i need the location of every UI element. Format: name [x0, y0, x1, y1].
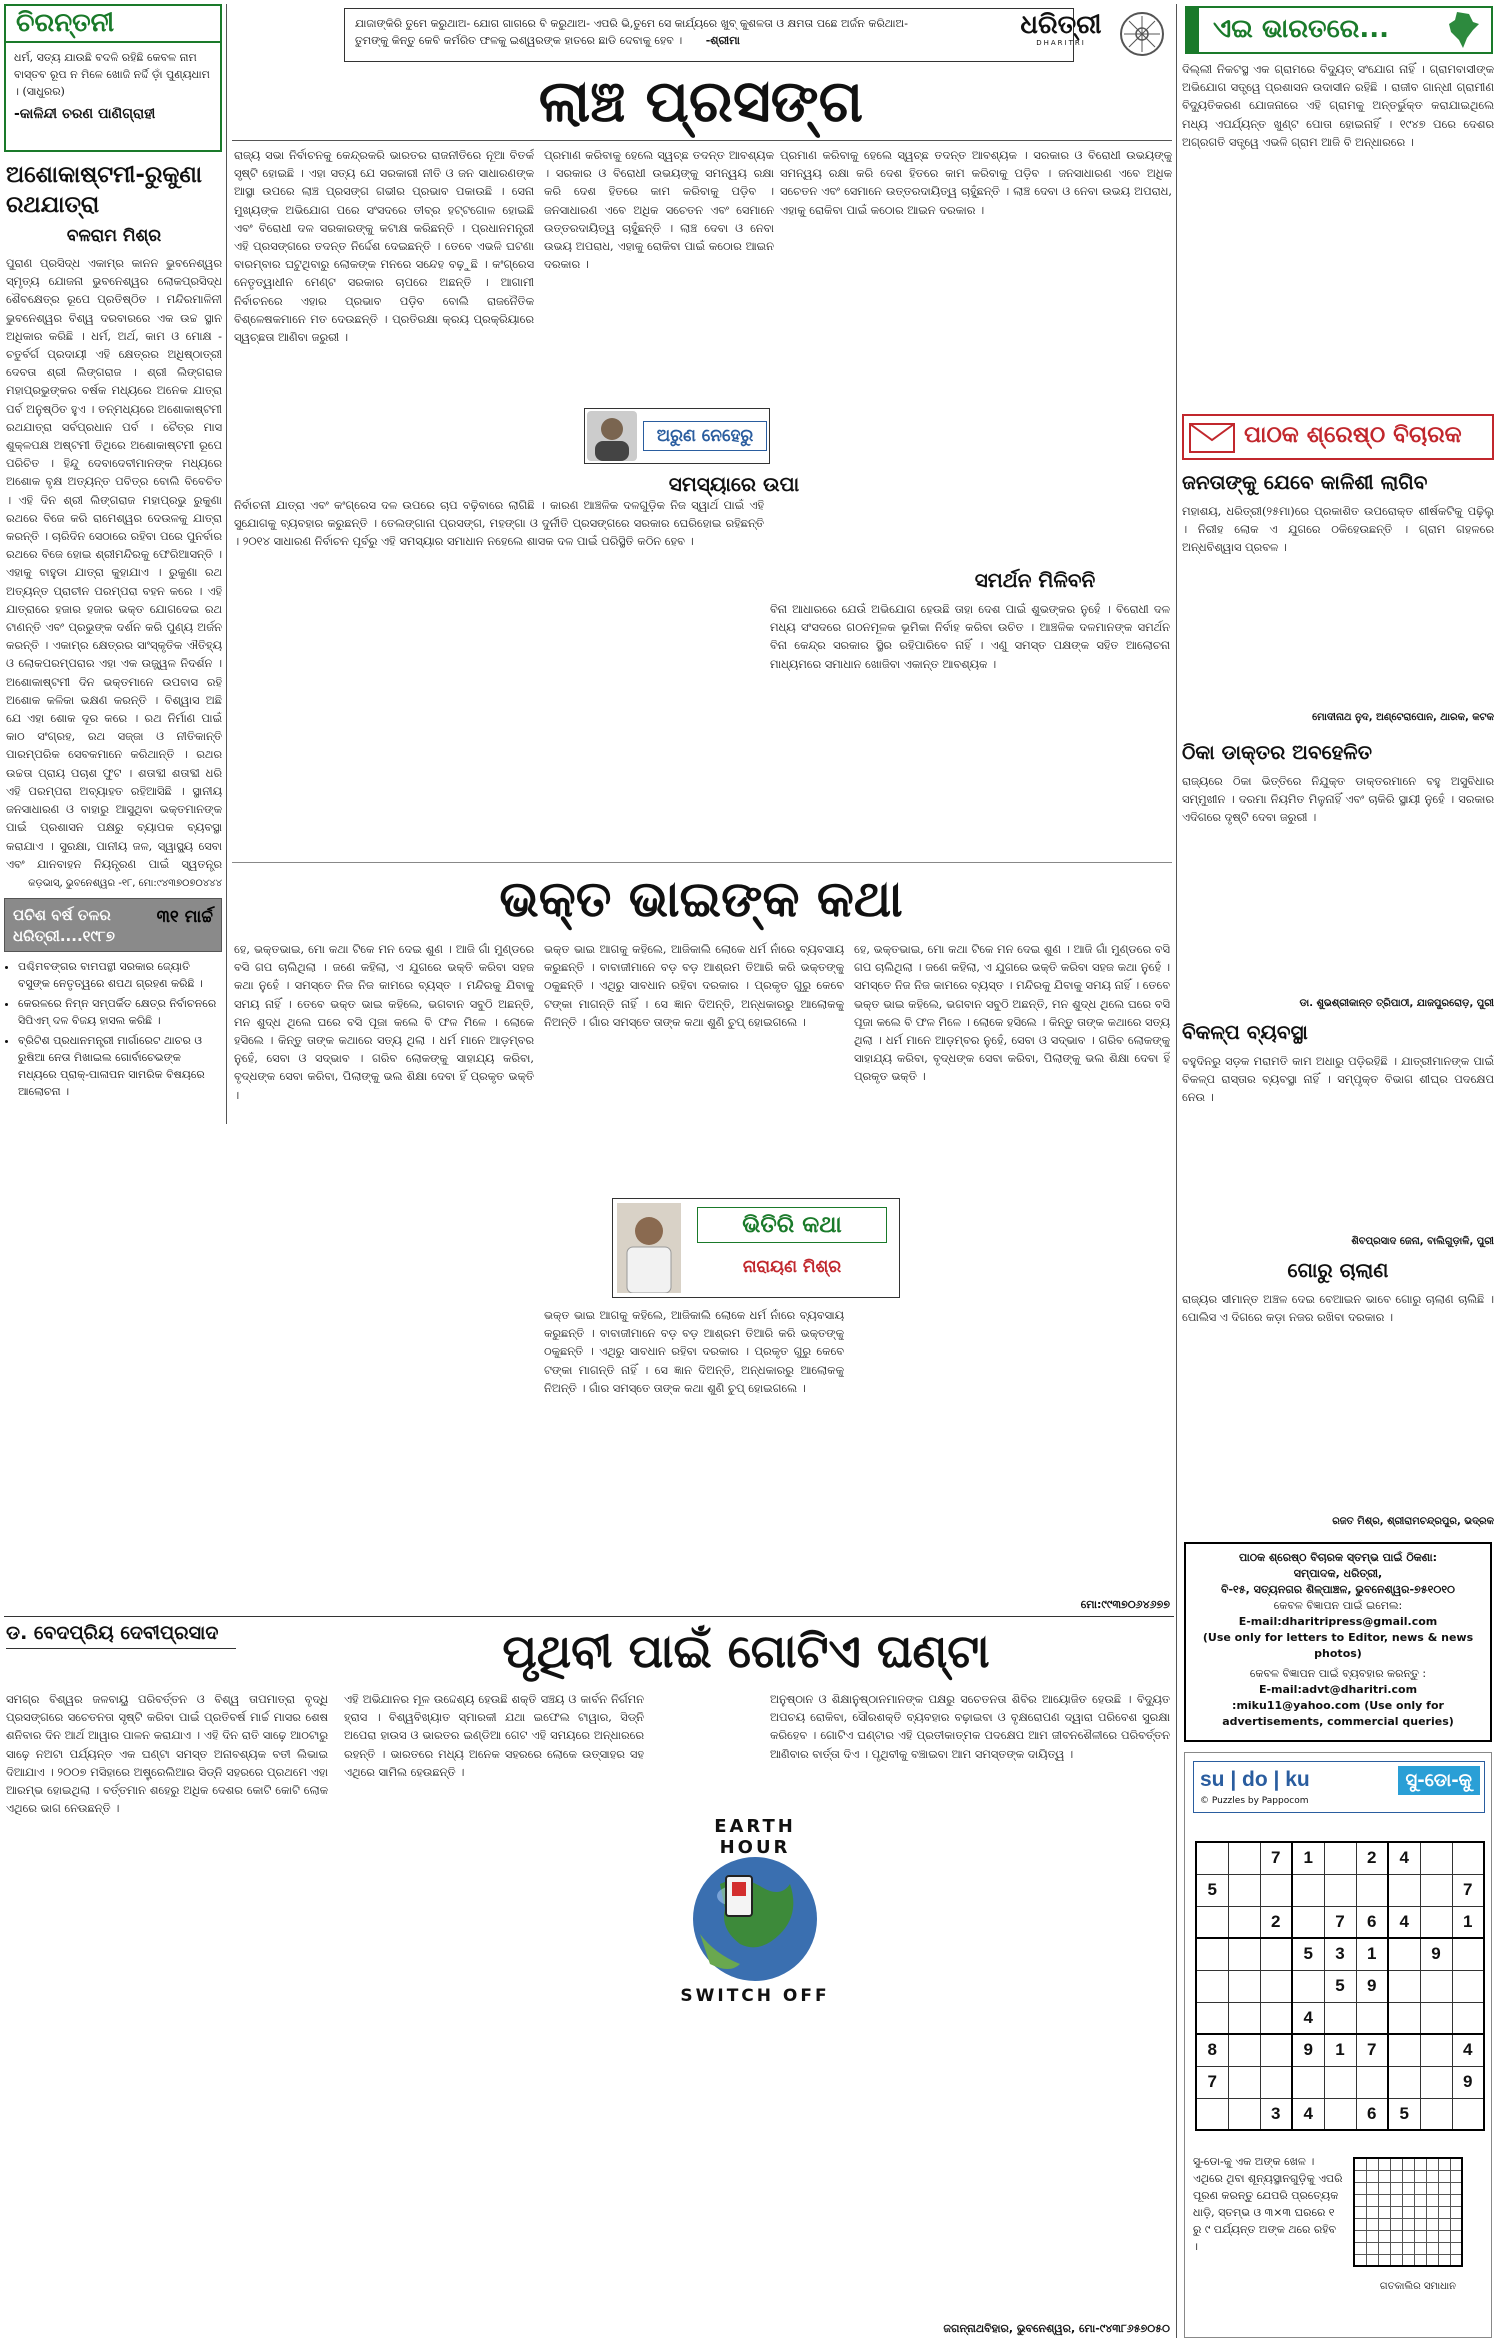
top-quote-box: [344, 8, 1074, 62]
letter2-body: ରାଜ୍ୟରେ ଠିକା ଭିତ୍ତିରେ ନିଯୁକ୍ତ ଡାକ୍ତରମାନେ ବହୁ ଅସୁବିଧାର ସମ୍ମୁଖୀନ । ଦରମା ନିୟମିତ ମିଳୁନାହିଁ ଏବଂ ଚାକିରି ସ୍ଥାୟୀ ନୁହେଁ । ସରକାର ଏଦିଗରେ ଦୃଷ୍ଟି ଦେବା ଜରୁରୀ ।: [1182, 774, 1494, 825]
sudoku-cell[interactable]: [1324, 2066, 1356, 2098]
mini-cell: [1390, 2170, 1402, 2182]
mini-cell: [1354, 2242, 1366, 2254]
mini-cell: [1438, 2194, 1450, 2206]
mini-cell: [1402, 2182, 1414, 2194]
bhitiri-title: ଭିତିରି କଥା: [697, 1207, 887, 1243]
sudoku-cell: 3: [1324, 1938, 1356, 1970]
sudoku-cell: 1: [1324, 2034, 1356, 2066]
paper-name-sub: DHARITRI: [1036, 39, 1086, 47]
email-advt[interactable]: E-mail:advt@dharitri.com: [1258, 1683, 1418, 1696]
mini-cell: [1414, 2182, 1426, 2194]
mini-cell: [1402, 2230, 1414, 2242]
mini-cell: [1450, 2242, 1462, 2254]
sudoku-cell[interactable]: [1260, 2066, 1292, 2098]
mini-cell: [1426, 2194, 1438, 2206]
paper-logo: [1008, 10, 1114, 60]
letter3-body: ବହୁଦିନରୁ ସଡ଼କ ମରାମତି କାମ ଅଧାରୁ ପଡ଼ିରହିଛି । ଯାତ୍ରୀମାନଙ୍କ ପାଇଁ ବିକଳ୍ପ ରାସ୍ତାର ବ୍ୟବସ୍ଥା ନାହିଁ । ସମ୍ପୃକ୍ତ ବିଭାଗ ଶୀଘ୍ର ପଦକ୍ଷେପ ନେଉ ।: [1182, 1054, 1494, 1105]
mini-cell: [1390, 2206, 1402, 2218]
mini-cell: [1438, 2158, 1450, 2170]
sudoku-cell[interactable]: [1228, 1874, 1260, 1906]
anniv-date: ୩୧ ମାର୍ଚ୍ଚ: [156, 907, 213, 927]
chintanani-quote: ଧର୍ମ, ସତ୍ୟ ଯାଉଛି ବଦଳି ରହିଛି କେବଳ ନାମ ବାସ୍ତବ ରୂପ ନ ମିଳେ ଖୋଜି ନର୍ଦ୍ଦି ଡ଼ାଁ ପୁଣ୍ୟଧାମ । (ସାଧୁରର): [14, 51, 210, 98]
letter2-title: ଠିକା ଡାକ୍ତର ଅବହେଳିତ: [1182, 740, 1372, 764]
anniversary-bullets: [4, 958, 222, 1103]
sudoku-cell: 5: [1292, 1938, 1324, 1970]
chakra-icon: [1120, 12, 1164, 56]
mini-row: [1354, 2194, 1462, 2206]
letter1-sign: ମୋଦୀନାଥ ନୁଦ, ଅଣ୍ଟେରାପୋନ, ଥାରକ, କଟକ: [1312, 712, 1494, 723]
sudoku-cell: 8: [1196, 2034, 1228, 2066]
email-editor[interactable]: E-mail:dharitripress@gmail.com: [1238, 1615, 1438, 1628]
bhakta-headline: ଭକ୍ତ ଭାଇଙ୍କ କଥା: [499, 870, 903, 928]
lanch-body-a: ରାଜ୍ୟ ସଭା ନିର୍ବାଚନକୁ କେନ୍ଦ୍ରକରି ଭାରତର ରାଜନୀତିରେ ନୂଆ ବିତର୍କ ସୃଷ୍ଟି ହୋଇଛି । ଏହା ସତ୍ୟ ଯେ ସରକାରୀ ନୀତି ଓ ଜନ ସାଧାରଣଙ୍କ ଆସ୍ଥା ଉପରେ ଲାଞ୍ଚ ପ୍ରସଙ୍ଗ ଗଭୀର ପ୍ରଭାବ ପକାଉଛି । ସେନା ମୁଖ୍ୟଙ୍କ ଅଭିଯୋଗ ପରେ ସଂସଦରେ ତୀବ୍ର ହଟ୍ଟଗୋଳ ହୋଇଛି ଏବଂ ବିରୋଧୀ ଦଳ ସରକାରଙ୍କୁ କଟାକ୍ଷ କରିଛନ୍ତି । ପ୍ରଧାନମନ୍ତ୍ରୀ ଏହି ପ୍ରସଙ୍ଗରେ ତଦନ୍ତ ନିର୍ଦ୍ଦେଶ ଦେଇଛନ୍ତି । ତେବେ ଏଭଳି ଘଟଣା ବାରମ୍ବାର ଘଟୁଥିବାରୁ ଲୋକଙ୍କ ମନରେ ସନ୍ଦେହ ବଢ଼ୁଛି । କଂଗ୍ରେସ ନେତୃତ୍ୱାଧୀନ ମେଣ୍ଟ ସରକାର ଚାପରେ ଅଛନ୍ତି । ଆଗାମୀ ନିର୍ବାଚନରେ ଏହାର ପ୍ରଭାବ ପଡ଼ିବ ବୋଲି ରାଜନୈତିକ ବିଶ୍ଳେଷକମାନେ ମତ ଦେଉଛନ୍ତି । ପ୍ରତିରକ୍ଷା କ୍ରୟ ପ୍ରକ୍ରିୟାରେ ସ୍ୱଚ୍ଛତା ଆଣିବା ଜରୁରୀ ।: [234, 148, 534, 345]
bhakta-footer: ମୋ:୯୯୩୭୦୬୪୬୭୭: [1080, 1598, 1170, 1611]
chintanani-box: [4, 4, 222, 152]
sudoku-cell[interactable]: [1196, 1938, 1228, 1970]
mini-cell: [1378, 2170, 1390, 2182]
sudoku-cell[interactable]: [1452, 2002, 1484, 2034]
lanch-body-d: ନିର୍ବାଚନୀ ଯାତ୍ରା ଏବଂ କଂଗ୍ରେସ ଦଳ ଉପରେ ଚାପ ବଢ଼ିବାରେ ଲାଗିଛି । କାରଣ ଆଞ୍ଚଳିକ ଦଳଗୁଡ଼ିକ ନିଜ ସ୍ୱାର୍ଥ ପାଇଁ ଏହି ସୁଯୋଗକୁ ବ୍ୟବହାର କରୁଛନ୍ତି । ତେଲଙ୍ଗାନା ପ୍ରସଙ୍ଗ, ମହଙ୍ଗା ଓ ଦୁର୍ନୀତି ପ୍ରସଙ୍ଗରେ ସରକାର ଘେରିହୋଇ ରହିଛନ୍ତି । ୨୦୧୪ ସାଧାରଣ ନିର୍ବାଚନ ପୂର୍ବରୁ ଏହି ସମସ୍ୟାର ସମାଧାନ ନହେଲେ ଶାସକ ଦଳ ପାଇଁ ପରିସ୍ଥିତି କଠିନ ହେବ ।: [234, 498, 764, 549]
bhakta-body-a: ହେ, ଭକ୍ତଭାଇ, ମୋ କଥା ଟିକେ ମନ ଦେଇ ଶୁଣ । ଆଜି ଗାଁ ମୁଣ୍ଡରେ ବସି ଗପ ଚାଲିଥିଲା । ଜଣେ କହିଲା, ଏ ଯୁଗରେ ଭକ୍ତି କରିବା ସହଜ କଥା ନୁହେଁ । ସମସ୍ତେ ନିଜ ନିଜ କାମରେ ବ୍ୟସ୍ତ । ମନ୍ଦିରକୁ ଯିବାକୁ ସମୟ ନାହିଁ । ତେବେ ଭକ୍ତ ଭାଇ କହିଲେ, ଭଗବାନ ସବୁଠି ଅଛନ୍ତି, ମନ ଶୁଦ୍ଧ ଥିଲେ ଘରେ ବସି ପୂଜା କଲେ ବି ଫଳ ମିଳେ । ଲୋକେ ହସିଲେ । କିନ୍ତୁ ତାଙ୍କ କଥାରେ ସତ୍ୟ ଥିଲା । ଧର୍ମ ମାନେ ଆଡ଼ମ୍ବର ନୁହେଁ, ସେବା ଓ ସଦ୍ଭାବ । ଗରିବ ଲୋକଙ୍କୁ ସାହାଯ୍ୟ କରିବା, ବୃଦ୍ଧଙ୍କ ସେବା କରିବା, ପିଲାଙ୍କୁ ଭଲ ଶିକ୍ଷା ଦେବା ହିଁ ପ୍ରକୃତ ଭକ୍ତି ।: [234, 942, 534, 1102]
address-line2: ବି-୧୫, ସତ୍ୟନଗର ଶିଳ୍ପାଞ୍ଚଳ, ଭୁବନେଶ୍ୱର-୭୫୧୦୧୦: [1220, 1583, 1456, 1596]
mini-row: [1354, 2182, 1462, 2194]
earth-hour-graphic: [640, 1804, 870, 2014]
sudoku-cell[interactable]: [1388, 2002, 1420, 2034]
mini-cell: [1426, 2254, 1438, 2266]
sudoku-cell: 4: [1388, 1906, 1420, 1938]
sudoku-cell[interactable]: [1292, 1906, 1324, 1938]
sudoku-cell[interactable]: [1228, 1906, 1260, 1938]
mini-cell: [1438, 2170, 1450, 2182]
sudoku-cell[interactable]: [1324, 1874, 1356, 1906]
mini-cell: [1426, 2242, 1438, 2254]
mini-cell: [1450, 2218, 1462, 2230]
mini-cell: [1426, 2158, 1438, 2170]
sudoku-cell[interactable]: [1324, 2098, 1356, 2130]
reader-banner-title: ପାଠକ ଶ୍ରେଷ୍ଠ ବିଚାରକ: [1244, 422, 1462, 448]
sudoku-cell[interactable]: [1420, 1874, 1452, 1906]
letter2-sign: ଡା. ଶୁଭଶ୍ରୀକାନ୍ତ ତ୍ରିପାଠୀ, ଯାଜପୁରରୋଡ଼, ପୁରୀ: [1299, 998, 1494, 1009]
sudoku-cell: 4: [1292, 2002, 1324, 2034]
sudoku-cell[interactable]: [1228, 2066, 1260, 2098]
sudoku-cell[interactable]: [1420, 2066, 1452, 2098]
mini-row: [1354, 2230, 1462, 2242]
address-title: ପାଠକ ଶ୍ରେଷ୍ଠ ବିଚାରକ ସ୍ତମ୍ଭ ପାଇଁ ଠିକଣା:: [1238, 1551, 1438, 1564]
mini-cell: [1366, 2254, 1378, 2266]
sudoku-cell[interactable]: [1324, 1842, 1356, 1874]
sudoku-brand-oriya: ସୁ-ଡୋ-କୁ: [1398, 1766, 1480, 1795]
sudoku-cell[interactable]: [1228, 1970, 1260, 2002]
mini-cell: [1366, 2218, 1378, 2230]
top-quote-text: ଯାଜାଙ୍କିରି ତୁମେ କରୁଥାଅ- ଯୋଗ ଗାଗରେ ବି କରୁଥାଅ- ଏପରି ଭି,ତୁମେ ସେ କାର୍ଯ୍ୟରେ ଖୁବ୍ କୁଶଳତା ଓ କ୍ଷମତା ପଛେ ଅର୍ଜନ କରିଥାଅ- ତୁମଙ୍କୁ କିନ୍ତୁ କେବି କର୍ମରିତ ଫଳକୁ ଇଶ୍ୱରଙ୍କ ହାତରେ ଛାଡି ଦେବାକୁ ହେବ । -ଶ୍ରୀମା: [355, 17, 908, 47]
mini-cell: [1366, 2230, 1378, 2242]
earth-body-c: ଅନୁଷ୍ଠାନ ଓ ଶିକ୍ଷାନୁଷ୍ଠାନମାନଙ୍କ ପକ୍ଷରୁ ସଚେତନତା ଶିବିର ଆୟୋଜିତ ହେଉଛି । ବିଦ୍ୟୁତ ଅପଚୟ ରୋକିବା, ସୌରଶକ୍ତି ବ୍ୟବହାର ବଢ଼ାଇବା ଓ ବୃକ୍ଷରୋପଣ ଦ୍ୱାରା ପରିବେଶ ସୁରକ୍ଷା କରିହେବ । ଗୋଟିଏ ଘଣ୍ଟାର ଏହି ପ୍ରତୀକାତ୍ମକ ପଦକ୍ଷେପ ଆମ ଜୀବନଶୈଳୀରେ ପରିବର୍ତ୍ତନ ଆଣିବାର ବାର୍ତ୍ତା ଦିଏ । ପୃଥିବୀକୁ ବଞ୍ଚାଇବା ଆମ ସମସ୍ତଙ୍କ ଦାୟିତ୍ୱ ।: [770, 1692, 1170, 1761]
sudoku-cell[interactable]: [1452, 2098, 1484, 2130]
earth-hour-label-bottom: SWITCH OFF: [680, 1986, 830, 2006]
ei-bharatare-banner: [1185, 6, 1493, 54]
earth-hour-author-label: ଡ. ବେଦପ୍ରିୟ ଦେବୀପ୍ରସାଦ: [6, 1622, 236, 1649]
mini-row: [1354, 2170, 1462, 2182]
mini-cell: [1414, 2194, 1426, 2206]
mini-cell: [1450, 2254, 1462, 2266]
sudoku-instructions: ସୁ-ଡୋ-କୁ ଏକ ଅଙ୍କ ଖେଳ । ଏଥିରେ ଥିବା ଶୂନ୍ୟସ୍ଥାନଗୁଡ଼ିକୁ ଏପରି ପୂରଣ କରନ୍ତୁ ଯେପରି ପ୍ରତ୍ୟେକ ଧାଡ଼ି, ସ୍ତମ୍ଭ ଓ ୩×୩ ଘରରେ ୧ ରୁ ୯ ପର୍ଯ୍ୟନ୍ତ ଅଙ୍କ ଥରେ ରହିବ ।: [1193, 2155, 1343, 2253]
mini-cell: [1450, 2230, 1462, 2242]
mini-cell: [1390, 2242, 1402, 2254]
mini-cell: [1438, 2182, 1450, 2194]
letter1-title: ଜନତାଙ୍କୁ ଯେବେ କାଳିଶୀ ଲାଗିବ: [1182, 470, 1428, 494]
sudoku-grid[interactable]: [1195, 1841, 1485, 2131]
sudoku-header: [1193, 1761, 1485, 1813]
sudoku-cell[interactable]: [1420, 2034, 1452, 2066]
sudoku-cell[interactable]: [1292, 1970, 1324, 2002]
mini-cell: [1414, 2230, 1426, 2242]
list-item: • ବ୍ରିଟିଶ ପ୍ରଧାନମନ୍ତ୍ରୀ ମାର୍ଗାରେଟ ଥାଚର ଓ ରୁଷିଆ ନେତା ମିଖାଇଲ ଗୋର୍ବାଚେଭଙ୍କ ମଧ୍ୟରେ ପ୍ରାକ୍-ପାଳାପନ ସାମରିକ ବିଷୟରେ ଆଲୋଚନା ।: [18, 1032, 222, 1100]
mini-cell: [1354, 2218, 1366, 2230]
sudoku-cell[interactable]: [1388, 2066, 1420, 2098]
earth-body-b: ଏହି ଅଭିଯାନର ମୂଳ ଉଦ୍ଦେଶ୍ୟ ହେଉଛି ଶକ୍ତି ସଞ୍ଚୟ ଓ କାର୍ବନ ନିର୍ଗମନ ହ୍ରାସ । ବିଶ୍ୱବିଖ୍ୟାତ ସ୍ମାରକୀ ଯଥା ଇଫେଲ ଟାୱାର, ସିଡ୍ନି ଅପେରା ହାଉସ ଓ ଭାରତର ଇଣ୍ଡିଆ ଗେଟ ଏହି ସମୟରେ ଅନ୍ଧାରରେ ରହନ୍ତି । ଭାରତରେ ମଧ୍ୟ ଅନେକ ସହରରେ ଲୋକେ ଉତ୍ସାହର ସହ ଏଥିରେ ସାମିଲ ହେଉଛନ୍ତି ।: [344, 1692, 644, 1779]
sudoku-cell[interactable]: [1196, 2098, 1228, 2130]
mini-cell: [1402, 2206, 1414, 2218]
mini-row: [1354, 2254, 1462, 2266]
earth-hour-label-top: EARTH HOUR: [714, 1816, 796, 1858]
letter3-sign: ଶିବପ୍ରସାଦ ଜେନା, ବାଲିଗୁଡ଼ାଳି, ପୁରୀ: [1351, 1236, 1494, 1247]
mini-cell: [1366, 2170, 1378, 2182]
sudoku-cell[interactable]: [1260, 1938, 1292, 1970]
arun-nehru-name: ଅରୁଣ ନେହେରୁ: [643, 421, 767, 451]
sudoku-cell[interactable]: [1388, 1938, 1420, 1970]
sudoku-cell[interactable]: [1292, 1874, 1324, 1906]
mini-cell: [1438, 2230, 1450, 2242]
mini-cell: [1402, 2170, 1414, 2182]
envelope-icon: [1188, 420, 1238, 456]
mini-cell: [1366, 2158, 1378, 2170]
sudoku-cell[interactable]: [1228, 2098, 1260, 2130]
sudoku-row: [1196, 1874, 1484, 1906]
letter4-body: ରାଜ୍ୟର ସୀମାନ୍ତ ଅଞ୍ଚଳ ଦେଇ ବେଆଇନ ଭାବେ ଗୋରୁ ଚାଲାଣ ଚାଲିଛି । ପୋଲିସ ଏ ଦିଗରେ କଡ଼ା ନଜର ରଖିବା ଦରକାର ।: [1182, 1292, 1494, 1325]
sudoku-cell: 5: [1196, 1874, 1228, 1906]
sudoku-cell[interactable]: [1196, 1970, 1228, 2002]
mini-cell: [1378, 2230, 1390, 2242]
mini-cell: [1450, 2170, 1462, 2182]
letter4-title: ଗୋରୁ ଚାଲାଣ: [1287, 1258, 1389, 1282]
email-editor-note: (Use only for letters to Editor, news & news photos): [1202, 1631, 1474, 1660]
mini-row: [1354, 2206, 1462, 2218]
mini-cell: [1354, 2230, 1366, 2242]
chintanani-author: -କାଳିନ୍ଦୀ ଚରଣ ପାଣିଗ୍ରାହୀ: [14, 106, 156, 122]
sudoku-cell[interactable]: [1260, 2034, 1292, 2066]
mini-cell: [1450, 2158, 1462, 2170]
address-line3: କେବଳ ବିଜ୍ଞାପନ ପାଇଁ ଇମେଲ:: [1273, 1599, 1403, 1612]
mini-cell: [1390, 2194, 1402, 2206]
mini-row: [1354, 2218, 1462, 2230]
left-article-title: ଅଶୋକାଷ୍ଟମୀ-ରୁକୁଣା ରଥଯାତ୍ରା: [6, 162, 203, 218]
india-map-icon: [1443, 10, 1483, 50]
list-item: • କେରଳରେ ନିମ୍ନ ସମ୍ପର୍କିତ କ୍ଷେତ୍ର ନିର୍ବାଚନରେ ସିପିଏମ୍ ଦଳ ବିଜୟ ହାସଲ କରିଛି ।: [18, 995, 222, 1029]
mini-cell: [1414, 2158, 1426, 2170]
sudoku-cell[interactable]: [1420, 1970, 1452, 2002]
mini-cell: [1378, 2182, 1390, 2194]
mini-cell: [1426, 2170, 1438, 2182]
left-article-footer: କଡ଼ଭାସ୍, ଭୁବନେଶ୍ୱର -୧୮, ମୋ:୯୪୩୭୦୭୦୪୪୪: [28, 878, 222, 889]
samasya-subhead: ସମସ୍ୟାରେ ଉପା: [668, 472, 800, 496]
bhitiri-author: ନାରାୟଣ ମିଶ୍ର: [742, 1257, 842, 1277]
lanch-body-e: ବିନା ଆଧାରରେ ଯେଉଁ ଅଭିଯୋଗ ହେଉଛି ତାହା ଦେଶ ପାଇଁ ଶୁଭଙ୍କର ନୁହେଁ । ବିରୋଧୀ ଦଳ ମଧ୍ୟ ସଂସଦରେ ଗଠନମୂଳକ ଭୂମିକା ନିର୍ବାହ କରିବା ଉଚିତ । ଆଞ୍ଚଳିକ ଦଳମାନଙ୍କ ସମର୍ଥନ ବିନା କେନ୍ଦ୍ର ସରକାର ସ୍ଥିର ରହିପାରିବେ ନାହିଁ । ଏଣୁ ସମସ୍ତ ପକ୍ଷଙ୍କ ସହିତ ଆଲୋଚନା ମାଧ୍ୟମରେ ସମାଧାନ ଖୋଜିବା ଏକାନ୍ତ ଆବଶ୍ୟକ ।: [770, 602, 1170, 671]
bhakta-body-c: ହେ, ଭକ୍ତଭାଇ, ମୋ କଥା ଟିକେ ମନ ଦେଇ ଶୁଣ । ଆଜି ଗାଁ ମୁଣ୍ଡରେ ବସି ଗପ ଚାଲିଥିଲା । ଜଣେ କହିଲା, ଏ ଯୁଗରେ ଭକ୍ତି କରିବା ସହଜ କଥା ନୁହେଁ । ସମସ୍ତେ ନିଜ ନିଜ କାମରେ ବ୍ୟସ୍ତ । ମନ୍ଦିରକୁ ଯିବାକୁ ସମୟ ନାହିଁ । ତେବେ ଭକ୍ତ ଭାଇ କହିଲେ, ଭଗବାନ ସବୁଠି ଅଛନ୍ତି, ମନ ଶୁଦ୍ଧ ଥିଲେ ଘରେ ବସି ପୂଜା କଲେ ବି ଫଳ ମିଳେ । ଲୋକେ ହସିଲେ । କିନ୍ତୁ ତାଙ୍କ କଥାରେ ସତ୍ୟ ଥିଲା । ଧର୍ମ ମାନେ ଆଡ଼ମ୍ବର ନୁହେଁ, ସେବା ଓ ସଦ୍ଭାବ । ଗରିବ ଲୋକଙ୍କୁ ସାହାଯ୍ୟ କରିବା, ବୃଦ୍ଧଙ୍କ ସେବା କରିବା, ପିଲାଙ୍କୁ ଭଲ ଶିକ୍ଷା ଦେବା ହିଁ ପ୍ରକୃତ ଭକ୍ତି ।: [854, 942, 1170, 1084]
mini-cell: [1402, 2194, 1414, 2206]
letter4-sign: ରଜତ ମିଶ୍ର, ଶ୍ରୀରାମଚନ୍ଦ୍ରପୁର, ଭଦ୍ରକ: [1332, 1516, 1494, 1527]
lanch-body-b-right: ପ୍ରମାଣ କରିବାକୁ ହେଲେ ସ୍ୱଚ୍ଛ ତଦନ୍ତ ଆବଶ୍ୟକ । ସରକାର ଓ ବିରୋଧୀ ଉଭୟଙ୍କୁ ସମନ୍ୱୟ ରକ୍ଷା କରି ଦେଶ ହିତରେ କାମ କରିବାକୁ ପଡ଼ିବ । ଜନସାଧାରଣ ଏବେ ଅଧିକ ସଚେତନ ଏବଂ ସେମାନେ ଉତ୍ତରଦାୟିତ୍ୱ ଚାହୁଁଛନ୍ତି । ଲାଞ୍ଚ ଦେବା ଓ ନେବା ଉଭୟ ଅପରାଧ, ଏହାକୁ ରୋକିବା ପାଇଁ କଠୋର ଆଇନ ଦରକାର ।: [544, 148, 774, 272]
address-box: [1184, 1542, 1492, 1742]
sudoku-cell[interactable]: [1452, 1970, 1484, 2002]
sudoku-cell[interactable]: [1228, 2002, 1260, 2034]
sudoku-cell[interactable]: [1356, 2002, 1388, 2034]
mini-cell: [1438, 2218, 1450, 2230]
sudoku-row: [1196, 1906, 1484, 1938]
left-article-body: ପୁରାଣ ପ୍ରସିଦ୍ଧ ଏକାମ୍ର କାନନ ଭୁବନେଶ୍ୱର ସ୍ମୃତ୍ୟ ଯୋଜନା ଭୁବନେଶ୍ୱର ଲୋକପ୍ରସିଦ୍ଧ ଶୈବକ୍ଷେତ୍ର ରୂପେ ପ୍ରତିଷ୍ଠିତ । ମନ୍ଦିରମାଳିନୀ ଭୁବନେଶ୍ୱର ବିଶ୍ୱ ଦରବାରରେ ଏକ ଉଚ୍ଚ ସ୍ଥାନ ଅଧିକାର କରିଛି । ଧର୍ମ, ଅର୍ଥ, କାମ ଓ ମୋକ୍ଷ - ଚତୁର୍ବର୍ଗ ପ୍ରଦାୟୀ ଏହି କ୍ଷେତ୍ରର ଅଧିଷ୍ଠାତ୍ରୀ ଦେବତା ଶ୍ରୀ ଲିଙ୍ଗରାଜ । ଶ୍ରୀ ଲିଙ୍ଗରାଜ ମହାପ୍ରଭୁଙ୍କର ବର୍ଷକ ମଧ୍ୟରେ ଅନେକ ଯାତ୍ରା ପର୍ବ ଅନୁଷ୍ଠିତ ହୁଏ । ତନ୍ମଧ୍ୟରେ ଅଶୋକାଷ୍ଟମୀ ରଥଯାତ୍ରା ସର୍ବପ୍ରଧାନ ପର୍ବ । ଚୈତ୍ର ମାସ ଶୁକ୍ଳପକ୍ଷ ଅଷ୍ଟମୀ ତିଥିରେ ଅଶୋକାଷ୍ଟମୀ ରୂପେ ପରିଚିତ । ହିନ୍ଦୁ ଦେବାଦେବୀମାନଙ୍କ ମଧ୍ୟରେ ଅଶୋକ ବୃକ୍ଷ ଅତ୍ୟନ୍ତ ପବିତ୍ର ବୋଲି ବିବେଚିତ । ଏହି ଦିନ ଶ୍ରୀ ଲିଙ୍ଗରାଜ ମହାପ୍ରଭୁ ରୁକୁଣା ରଥରେ ବିଜେ କରି ରାମେଶ୍ୱର ଦେଉଳକୁ ଯାତ୍ରା କରନ୍ତି । ଚାରିଦିନ ସେଠାରେ ରହିବା ପରେ ପୁନର୍ବାର ରଥରେ ବିଜେ ହୋଇ ଶ୍ରୀମନ୍ଦିରକୁ ଫେରିଆସନ୍ତି । ଏହାକୁ ବାହୁଡା ଯାତ୍ରା କୁହାଯାଏ । ରୁକୁଣା ରଥ ଅତ୍ୟନ୍ତ ପ୍ରାଚୀନ ପରମ୍ପରା ବହନ କରେ । ଏହି ଯାତ୍ରାରେ ହଜାର ହଜାର ଭକ୍ତ ଯୋଗଦେଇ ରଥ ଟାଣନ୍ତି ଏବଂ ପ୍ରଭୁଙ୍କ ଦର୍ଶନ କରି ପୁଣ୍ୟ ଅର୍ଜନ କରନ୍ତି । ଏକାମ୍ର କ୍ଷେତ୍ରର ସାଂସ୍କୃତିକ ଐତିହ୍ୟ ଓ ଲୋକପରମ୍ପରାର ଏହା ଏକ ଉଜ୍ଜ୍ୱଳ ନିଦର୍ଶନ । ଅଶୋକାଷ୍ଟମୀ ଦିନ ଭକ୍ତମାନେ ଉପବାସ ରହି ଅଶୋକ କଳିକା ଭକ୍ଷଣ କରନ୍ତି । ବିଶ୍ୱାସ ଅଛି ଯେ ଏହା ଶୋକ ଦୂର କରେ । ରଥ ନିର୍ମାଣ ପାଇଁ କାଠ ସଂଗ୍ରହ, ରଥ ସଜ୍ଜା ଓ ନୀତିକାନ୍ତି ପାରମ୍ପରିକ ସେବକମାନେ କରିଥାନ୍ତି । ରଥର ଉଚ୍ଚତା ପ୍ରାୟ ପଚାଶ ଫୁଟ । ଶତାବ୍ଦୀ ଶତାବ୍ଦୀ ଧରି ଏହି ପରମ୍ପରା ଅବ୍ୟାହତ ରହିଆସିଛି । ସ୍ଥାନୀୟ ଜନସାଧାରଣ ଓ ବାହାରୁ ଆସୁଥିବା ଭକ୍ତମାନଙ୍କ ପାଇଁ ପ୍ରଶାସନ ପକ୍ଷରୁ ବ୍ୟାପକ ବ୍ୟବସ୍ଥା କରାଯାଏ । ସୁରକ୍ଷା, ପାନୀୟ ଜଳ, ସ୍ୱାସ୍ଥ୍ୟ ସେବା ଏବଂ ଯାନବାହନ ନିୟନ୍ତ୍ରଣ ପାଇଁ ସ୍ୱତନ୍ତ୍ର: [6, 256, 222, 871]
mini-cell: [1378, 2254, 1390, 2266]
sudoku-cell[interactable]: [1196, 1842, 1228, 1874]
mini-cell: [1450, 2194, 1462, 2206]
sudoku-cell[interactable]: [1452, 1938, 1484, 1970]
mini-cell: [1354, 2206, 1366, 2218]
mini-cell: [1414, 2170, 1426, 2182]
ei-bharatare-title: ଏଇ ଭାରତରେ...: [1213, 14, 1389, 44]
mini-cell: [1426, 2206, 1438, 2218]
sudoku-cell[interactable]: [1356, 1874, 1388, 1906]
mini-cell: [1414, 2242, 1426, 2254]
sudoku-row: [1196, 2098, 1484, 2130]
sudoku-row: [1196, 1842, 1484, 1874]
letter3-title: ବିକଳ୍ପ ବ୍ୟବସ୍ଥା: [1182, 1020, 1308, 1044]
mini-cell: [1390, 2218, 1402, 2230]
sudoku-cell[interactable]: [1292, 2066, 1324, 2098]
sudoku-cell: 9: [1420, 1938, 1452, 1970]
sudoku-cell: 4: [1452, 2034, 1484, 2066]
sudoku-cell: 9: [1356, 1970, 1388, 2002]
sudoku-row: [1196, 2034, 1484, 2066]
earth-footer: ଜଗନ୍ନାଥବିହାର, ଭୁବନେଶ୍ୱର, ମୋ-୯୪୩୮୬୫୭୦୫୦: [943, 2322, 1170, 2335]
mini-cell: [1438, 2254, 1450, 2266]
mini-cell: [1438, 2242, 1450, 2254]
sudoku-cell: 7: [1452, 1874, 1484, 1906]
mini-cell: [1366, 2206, 1378, 2218]
sudoku-solution-grid: [1353, 2157, 1463, 2267]
sudoku-row: [1196, 2066, 1484, 2098]
sudoku-cell[interactable]: [1420, 1906, 1452, 1938]
mini-cell: [1426, 2230, 1438, 2242]
mini-cell: [1402, 2158, 1414, 2170]
sudoku-cell: 1: [1452, 1906, 1484, 1938]
sudoku-panel: [1184, 1752, 1492, 2338]
sudoku-cell[interactable]: [1420, 2002, 1452, 2034]
sudoku-row: [1196, 1938, 1484, 1970]
chintanani-title: ଚିରନ୍ତନୀ: [6, 6, 220, 43]
avatar: [587, 411, 637, 461]
sudoku-cell: 9: [1292, 2034, 1324, 2066]
sudoku-cell: 1: [1356, 1938, 1388, 1970]
bhakta-body-b: ଭକ୍ତ ଭାଇ ଆଗକୁ କହିଲେ, ଆଜିକାଲି ଲୋକେ ଧର୍ମ ନାଁରେ ବ୍ୟବସାୟ କରୁଛନ୍ତି । ବାବାଜୀମାନେ ବଡ଼ ବଡ଼ ଆଶ୍ରମ ତିଆରି କରି ଭକ୍ତଙ୍କୁ ଠକୁଛନ୍ତି । ଏଥିରୁ ସାବଧାନ ରହିବା ଦରକାର । ପ୍ରକୃତ ଗୁରୁ କେବେ ଟଙ୍କା ମାଗନ୍ତି ନାହିଁ । ସେ ଜ୍ଞାନ ଦିଅନ୍ତି, ଅନ୍ଧକାରରୁ ଆଲୋକକୁ ନିଅନ୍ତି । ଗାଁର ସମସ୍ତେ ତାଙ୍କ କଥା ଶୁଣି ଚୁପ୍ ହୋଇଗଲେ ।: [544, 942, 844, 1029]
address-line4: କେବଳ ବିଜ୍ଞାପନ ପାଇଁ ବ୍ୟବହାର କରନ୍ତୁ :: [1249, 1667, 1427, 1680]
mini-cell: [1366, 2242, 1378, 2254]
mini-cell: [1366, 2182, 1378, 2194]
mini-cell: [1354, 2254, 1366, 2266]
mini-row: [1354, 2158, 1462, 2170]
mini-cell: [1354, 2158, 1366, 2170]
sudoku-cell: 9: [1452, 2066, 1484, 2098]
sudoku-cell: 4: [1292, 2098, 1324, 2130]
sudoku-cell: 2: [1356, 1842, 1388, 1874]
top-quote-author: -ଶ୍ରୀମା: [705, 34, 740, 47]
samarthana-subhead: ସମର୍ଥନ ମିଳିବନି: [974, 568, 1096, 592]
sudoku-cell[interactable]: [1388, 2034, 1420, 2066]
lanch-body-c: ପ୍ରମାଣ କରିବାକୁ ହେଲେ ସ୍ୱଚ୍ଛ ତଦନ୍ତ ଆବଶ୍ୟକ । ସରକାର ଓ ବିରୋଧୀ ଉଭୟଙ୍କୁ ସମନ୍ୱୟ ରକ୍ଷା କରି ଦେଶ ହିତରେ କାମ କରିବାକୁ ପଡ଼ିବ । ଜନସାଧାରଣ ଏବେ ଅଧିକ ସଚେତନ ଏବଂ ସେମାନେ ଉତ୍ତରଦାୟିତ୍ୱ ଚାହୁଁଛନ୍ତି । ଲାଞ୍ଚ ଦେବା ଓ ନେବା ଉଭୟ ଅପରାଧ, ଏହାକୁ ରୋକିବା ପାଇଁ କଠୋର ଆଇନ ଦରକାର ।: [780, 148, 1172, 217]
sudoku-cell: 3: [1260, 2098, 1292, 2130]
mini-cell: [1450, 2206, 1462, 2218]
sudoku-cell[interactable]: [1260, 1874, 1292, 1906]
earth-body-a: ସମଗ୍ର ବିଶ୍ୱର ଜଳବାୟୁ ପରିବର୍ତ୍ତନ ଓ ବିଶ୍ୱ ତାପମାତ୍ରା ବୃଦ୍ଧି ପ୍ରସଙ୍ଗରେ ସଚେତନତା ସୃଷ୍ଟି କରିବା ପାଇଁ ପ୍ରତିବର୍ଷ ମାର୍ଚ୍ଚ ମାସର ଶେଷ ଶନିବାର ଦିନ ଆର୍ଥ ଆୱାର ପାଳନ କରାଯାଏ । ଏହି ଦିନ ରାତି ସାଢ଼େ ଆଠଟାରୁ ସାଢ଼େ ନଅଟା ପର୍ଯ୍ୟନ୍ତ ଏକ ଘଣ୍ଟା ସମସ୍ତ ଅନାବଶ୍ୟକ ବତୀ ଲିଭାଇ ଦିଆଯାଏ । ୨୦୦୭ ମସିହାରେ ଅଷ୍ଟ୍ରେଲିଆର ସିଡ୍ନି ସହରରେ ପ୍ରଥମେ ଏହା ଆରମ୍ଭ ହୋଇଥିଲା । ବର୍ତ୍ତମାନ ଶହେରୁ ଅଧିକ ଦେଶର କୋଟି କୋଟି ଲୋକ ଏଥିରେ ଭାଗ ନେଉଛନ୍ତି ।: [6, 1692, 328, 1816]
sudoku-brand: su | do | ku: [1200, 1768, 1310, 1791]
mini-cell: [1378, 2158, 1390, 2170]
mini-cell: [1354, 2194, 1366, 2206]
mini-cell: [1354, 2182, 1366, 2194]
sudoku-solution-caption: ଗତକାଲିର ସମାଧାନ: [1379, 2281, 1457, 2292]
mini-cell: [1414, 2254, 1426, 2266]
sudoku-cell[interactable]: [1260, 1970, 1292, 2002]
sudoku-credit: © Puzzles by Pappocom: [1200, 1796, 1309, 1806]
sudoku-cell[interactable]: [1228, 2034, 1260, 2066]
lanch-headline: ଲାଞ୍ଚ ପ୍ରସଙ୍ଗ: [538, 67, 864, 135]
letter1-body: ମହାଶୟ, ଧରିତ୍ରୀ(୨୫ମା)ରେ ପ୍ରକାଶିତ ଉପରୋକ୍ତ ଶୀର୍ଷକଟିକୁ ପଢ଼ିଲୁ । ନିରୀହ ଲୋକ ଏ ଯୁଗରେ ଠକିହେଉଛନ୍ତି । ଗ୍ରାମ ଗହଳରେ ଅନ୍ଧବିଶ୍ୱାସ ପ୍ରବଳ ।: [1182, 504, 1494, 555]
sudoku-row: [1196, 2002, 1484, 2034]
sudoku-cell[interactable]: [1388, 1970, 1420, 2002]
anniversary-box: [4, 898, 222, 952]
email-advt-alt[interactable]: :miku11@yahoo.com (Use only for advertisements, commercial queries): [1222, 1699, 1454, 1728]
mini-cell: [1390, 2230, 1402, 2242]
mini-cell: [1378, 2242, 1390, 2254]
anniv-title: ପଚିଶ ବର୍ଷ ତଳର ଧରିତ୍ରୀ....୧୯୮୭: [13, 906, 115, 945]
paper-name: ଧରିତ୍ରୀ: [1020, 10, 1102, 40]
sudoku-cell[interactable]: [1228, 1842, 1260, 1874]
sudoku-cell[interactable]: [1452, 1842, 1484, 1874]
mini-cell: [1426, 2182, 1438, 2194]
sudoku-cell[interactable]: [1420, 2098, 1452, 2130]
earth-hour-headline: ପୃଥିବୀ ପାଇଁ ଗୋଟିଏ ଘଣ୍ଟା: [502, 1624, 990, 1678]
avatar: [617, 1203, 681, 1293]
sudoku-cell: 7: [1260, 1842, 1292, 1874]
sudoku-cell: 7: [1356, 2034, 1388, 2066]
mini-row: [1354, 2242, 1462, 2254]
sudoku-cell[interactable]: [1196, 2002, 1228, 2034]
list-item: • ପଶ୍ଚିମବଙ୍ଗର ବାମପନ୍ଥୀ ସରକାର ଜ୍ୟୋତି ବସୁଙ୍କ ନେତୃତ୍ୱରେ ଶପଥ ଗ୍ରହଣ କରିଛି ।: [18, 958, 222, 992]
mini-cell: [1426, 2218, 1438, 2230]
arun-nehru-badge: [584, 408, 770, 464]
sudoku-cell[interactable]: [1356, 2066, 1388, 2098]
wheel-icon: [1122, 14, 1162, 54]
sudoku-cell: 5: [1388, 2098, 1420, 2130]
sudoku-cell: 5: [1324, 1970, 1356, 2002]
sudoku-cell[interactable]: [1388, 1874, 1420, 1906]
mini-cell: [1450, 2182, 1462, 2194]
mini-cell: [1414, 2218, 1426, 2230]
address-line1: ସମ୍ପାଦକ, ଧରିତ୍ରୀ,: [1293, 1567, 1383, 1580]
sudoku-cell: 2: [1260, 1906, 1292, 1938]
sudoku-row: [1196, 1970, 1484, 2002]
mini-cell: [1366, 2194, 1378, 2206]
ei-bharatare-body: ଦିଲ୍ଲୀ ନିକଟସ୍ଥ ଏକ ଗ୍ରାମରେ ବିଦ୍ୟୁତ୍ ସଂଯୋଗ ନାହିଁ । ଗ୍ରାମବାସୀଙ୍କ ଅଭିଯୋଗ ସତ୍ତ୍ୱେ ପ୍ରଶାସନ ଉଦାସୀନ ରହିଛି । ରାଜୀବ ଗାନ୍ଧୀ ଗ୍ରାମୀଣ ବିଦ୍ୟୁତିକରଣ ଯୋଜନାରେ ଏହି ଗ୍ରାମକୁ ଅନ୍ତର୍ଭୁକ୍ତ କରାଯାଇଥିଲେ ମଧ୍ୟ ଏପର୍ଯ୍ୟନ୍ତ ଖୁଣ୍ଟ ପୋତା ହୋଇନାହିଁ । ୧୯୪୭ ପରେ ଦେଶର ଅଗ୍ରଗତି ସତ୍ତ୍ୱେ ଏଭଳି ଗ୍ରାମ ଆଜି ବି ଅନ୍ଧାରରେ ।: [1182, 62, 1494, 149]
bhakta-body-d: ଭକ୍ତ ଭାଇ ଆଗକୁ କହିଲେ, ଆଜିକାଲି ଲୋକେ ଧର୍ମ ନାଁରେ ବ୍ୟବସାୟ କରୁଛନ୍ତି । ବାବାଜୀମାନେ ବଡ଼ ବଡ଼ ଆଶ୍ରମ ତିଆରି କରି ଭକ୍ତଙ୍କୁ ଠକୁଛନ୍ତି । ଏଥିରୁ ସାବଧାନ ରହିବା ଦରକାର । ପ୍ରକୃତ ଗୁରୁ କେବେ ଟଙ୍କା ମାଗନ୍ତି ନାହିଁ । ସେ ଜ୍ଞାନ ଦିଅନ୍ତି, ଅନ୍ଧକାରରୁ ଆଲୋକକୁ ନିଅନ୍ତି । ଗାଁର ସମସ୍ତେ ତାଙ୍କ କଥା ଶୁଣି ଚୁପ୍ ହୋଇଗଲେ ।: [544, 1308, 844, 1395]
sudoku-cell[interactable]: [1196, 1906, 1228, 1938]
sudoku-cell[interactable]: [1324, 2002, 1356, 2034]
sudoku-cell: 7: [1196, 2066, 1228, 2098]
mini-cell: [1378, 2206, 1390, 2218]
mini-cell: [1390, 2182, 1402, 2194]
mini-cell: [1390, 2158, 1402, 2170]
sudoku-cell[interactable]: [1420, 1842, 1452, 1874]
sudoku-cell: 7: [1324, 1906, 1356, 1938]
mini-cell: [1378, 2194, 1390, 2206]
mini-cell: [1354, 2170, 1366, 2182]
sudoku-cell: 1: [1292, 1842, 1324, 1874]
sudoku-cell[interactable]: [1228, 1938, 1260, 1970]
mini-cell: [1414, 2206, 1426, 2218]
mini-cell: [1402, 2218, 1414, 2230]
sudoku-cell: 6: [1356, 1906, 1388, 1938]
sudoku-cell[interactable]: [1260, 2002, 1292, 2034]
sudoku-cell: 4: [1388, 1842, 1420, 1874]
mini-cell: [1402, 2254, 1414, 2266]
mini-cell: [1378, 2218, 1390, 2230]
sudoku-cell: 6: [1356, 2098, 1388, 2130]
reader-banner: [1182, 414, 1494, 460]
mini-cell: [1390, 2254, 1402, 2266]
left-article-byline: ବଳରାମ ମିଶ୍ର: [66, 226, 162, 246]
bhitiri-katha-badge: [612, 1198, 900, 1298]
mini-cell: [1438, 2206, 1450, 2218]
mini-cell: [1402, 2242, 1414, 2254]
